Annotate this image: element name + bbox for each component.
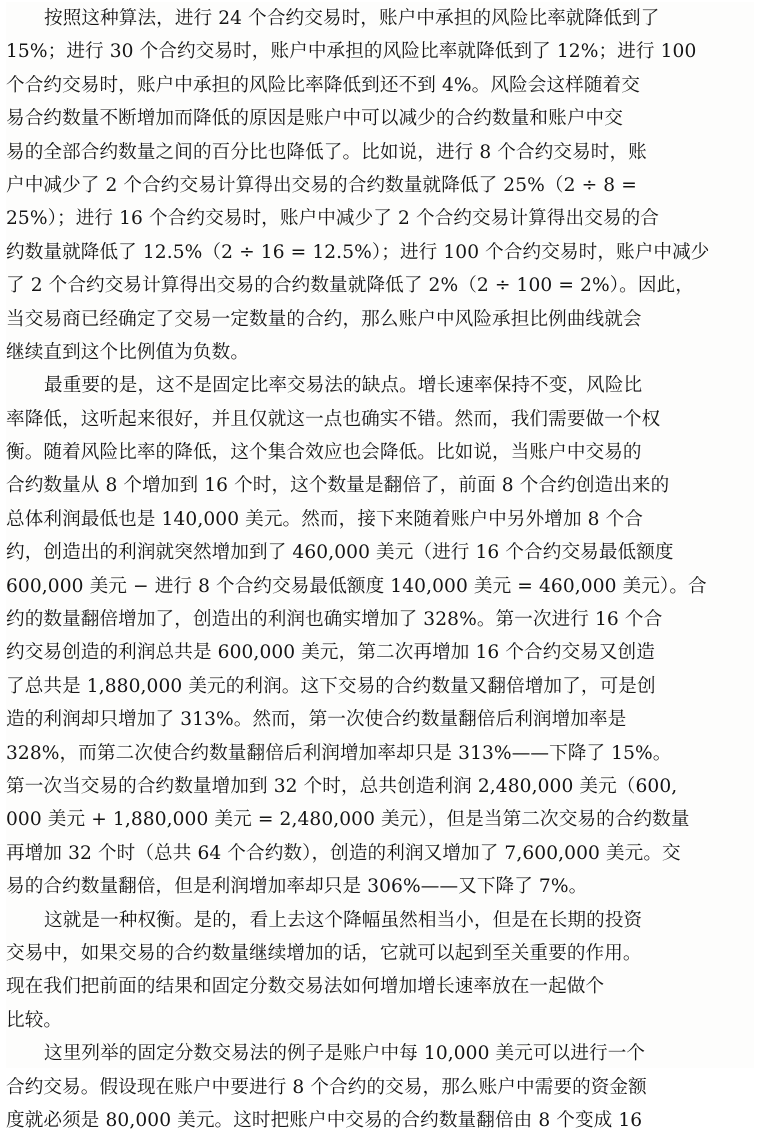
paragraph-line: 合约数量从 8 个增加到 16 个时，这个数量是翻倍了，前面 8 个合约创造出来的 [6, 475, 670, 497]
body-text [6, 2, 754, 1137]
paragraph-line: 当交易商已经确定了交易一定数量的合约，那么账户中风险承担比例曲线就会 [6, 308, 642, 330]
paragraph-line: 交易中，如果交易的合约数量继续增加的话，它就可以起到至关重要的作用。 [6, 942, 642, 964]
paragraph-line: 了总共是 1,880,000 美元的利润。这下交易的合约数量又翻倍增加了，可是创 [6, 675, 656, 697]
paragraph-line: 度就必须是 80,000 美元。这时把账户中交易的合约数量翻倍由 8 个变成 16 [6, 1109, 643, 1131]
paragraph-line: 易的全部合约数量之间的百分比也降低了。比如说，进行 8 个合约交易时，账 [6, 141, 647, 163]
paragraph-line: 按照这种算法，进行 24 个合约交易时，账户中承担的风险比率就降低到了 [44, 8, 660, 29]
paragraph-line: 约，创造出的利润就突然增加到了 460,000 美元（进行 16 个合约交易最低额度 [6, 542, 674, 564]
paragraph-line: 个合约交易时，账户中承担的风险比率降低到还不到 4%。风险会这样随着交 [6, 74, 640, 96]
paragraph-line: 易的合约数量翻倍，但是利润增加率却只是 306%——又下降了 7%。 [6, 876, 588, 898]
paragraph-line: 第一次当交易的合约数量增加到 32 个时，总共创造利润 2,480,000 美元（600, [6, 775, 678, 797]
paragraph-line: 15%；进行 30 个合约交易时，账户中承担的风险比率就降低到了 12%；进行 100 [6, 41, 697, 63]
paragraph-line: 了 2 个合约交易计算得出交易的合约数量就降低了 2%（2 ÷ 100 = 2%）。因此， [6, 275, 694, 297]
paragraph-line: 000 美元 + 1,880,000 美元 = 2,480,000 美元），但是当第二次交易的合约数量 [6, 809, 690, 831]
paragraph-line: 这里列举的固定分数交易法的例子是账户中每 10,000 美元可以进行一个 [44, 1043, 646, 1065]
paragraph-line: 25%）；进行 16 个合约交易时，账户中减少了 2 个合约交易计算得出交易的合 [6, 208, 659, 230]
paragraph-line: 约的数量翻倍增加了，创造出的利润也确实增加了 328%。第一次进行 16 个合 [6, 609, 663, 631]
paragraph-line: 比较。 [6, 1009, 63, 1031]
paragraph-line: 总体利润最低也是 140,000 美元。然而，接下来随着账户中另外增加 8 个合 [6, 508, 643, 530]
paragraph-line: 这就是一种权衡。是的，看上去这个降幅虽然相当小，但是在长期的投资 [44, 909, 643, 931]
paragraph-line: 衡。随着风险比率的降低，这个集合效应也会降低。比如说，当账户中交易的 [6, 442, 642, 464]
paragraph-line: 继续直到这个比例值为负数。 [6, 341, 250, 363]
paragraph-line: 再增加 32 个时（总共 64 个合约数），创造的利润又增加了 7,600,000 美元。交 [6, 842, 681, 864]
paragraph-1 [6, 2, 754, 369]
paragraph-line: 约数量就降低了 12.5%（2 ÷ 16 = 12.5%）；进行 100 个合约交易时，账户中减少 [6, 241, 710, 263]
paragraph-line: 造的利润却只增加了 313%。然而，第一次使合约数量翻倍后利润增加率是 [6, 709, 627, 731]
paragraph-line: 600,000 美元 − 进行 8 个合约交易最低额度 140,000 美元 = 460,000 美元）。合 [6, 575, 707, 597]
paragraph-line: 户中减少了 2 个合约交易计算得出交易的合约数量就降低了 25%（2 ÷ 8 = [6, 174, 637, 196]
paragraph-4 [6, 1037, 754, 1137]
paragraph-line: 最重要的是，这不是固定比率交易法的缺点。增长速率保持不变，风险比 [44, 375, 643, 397]
paragraph-2 [6, 369, 754, 903]
paragraph-line: 现在我们把前面的结果和固定分数交易法如何增加增长速率放在一起做个 [6, 976, 605, 998]
paragraph-line: 合约交易。假设现在账户中要进行 8 个合约的交易，那么账户中需要的资金额 [6, 1076, 647, 1098]
paragraph-3 [6, 904, 754, 1038]
paragraph-line: 易合约数量不断增加而降低的原因是账户中可以减少的合约数量和账户中交 [6, 108, 623, 130]
document-page [6, 2, 754, 1131]
paragraph-line: 约交易创造的利润总共是 600,000 美元，第二次再增加 16 个合约交易又创造 [6, 642, 655, 664]
paragraph-line: 328%，而第二次使合约数量翻倍后利润增加率却只是 313%——下降了 15%。 [6, 742, 672, 764]
paragraph-line: 率降低，这听起来很好，并且仅就这一点也确实不错。然而，我们需要做一个权 [6, 408, 661, 430]
